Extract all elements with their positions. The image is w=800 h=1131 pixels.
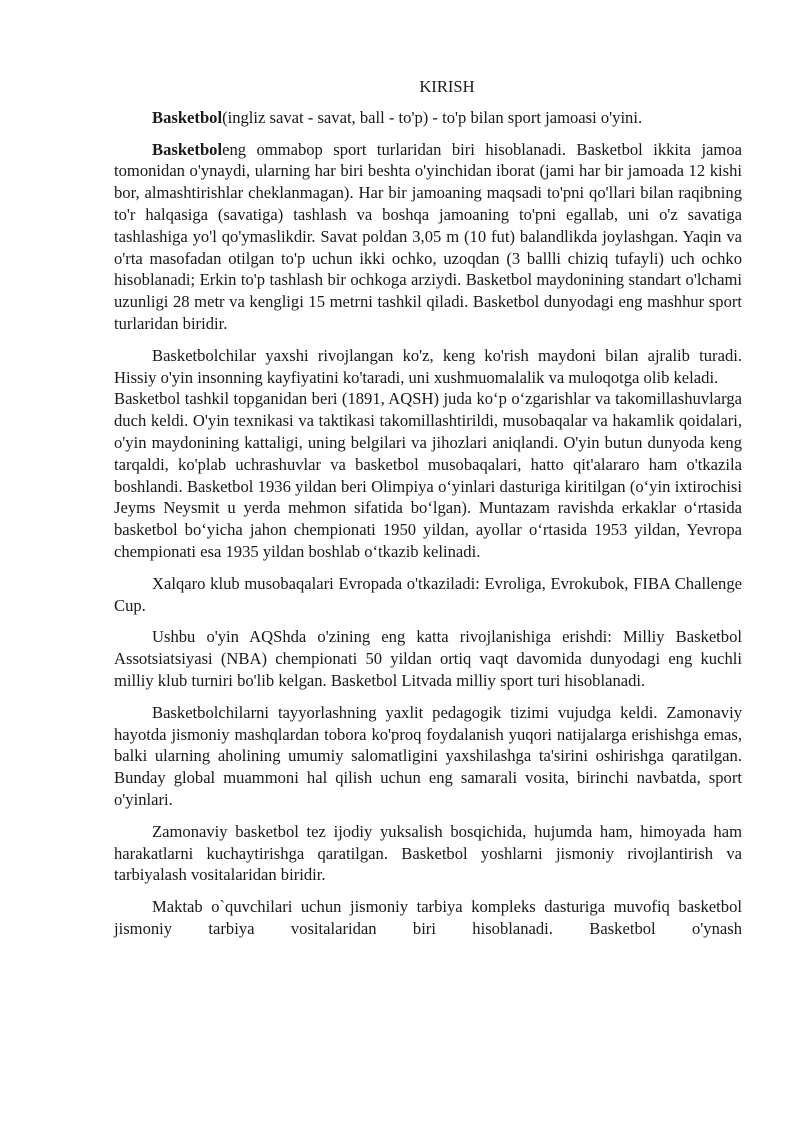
paragraph-history: [114, 345, 742, 563]
term-bold: Basketbol: [152, 139, 223, 159]
paragraph-text: Maktab o`quvchilari uchun jismoniy tarbiya kompleks dasturiga muvofiq basketbol jismoniy tarbiya vositalaridan biri hisoblanadi. Basketbol o'ynash: [114, 897, 742, 938]
paragraph-text-second: Basketbol tashkil topganidan beri (1891, AQSH) juda ko‘p o‘zgarishlar va takomillashuvlarga duch keldi. O'yin texnikasi va taktikasi takomillashtirildi, musobaqalar va hakamlik qoidalari, o'yin maydonining kattaligi, uning belgilari va jihozlari aniqlandi. O'yin butun dunyoda keng tarqaldi, ko'plab uchrashuvlar va basketbol musobaqalari, hatto qit'alararo ham o'tkazila boshlandi. Basketbol 1936 yildan beri Olimpiya o‘yinlari dasturiga kiritilgan (o‘yin ixtirochisi Jeyms Neysmit u yerda mehmon sifatida bo‘lgan). Muntazam ravishda erkaklar o‘rtasida basketbol bo‘yicha jahon chempionati 1950 yildan, ayollar o‘rtasida 1953 yildan, Yevropa chempionati esa 1935 yildan boshlab o‘tkazib kelinadi.: [114, 389, 742, 561]
paragraph-school: [114, 896, 742, 940]
paragraph-text-first: Basketbolchilar yaxshi rivojlangan ko'z, keng ko'rish maydoni bilan ajralib turadi. Hissiy o'yin insonning kayfiyatini ko'taradi, uni xushmuomalalik va muloqotga olib keladi.: [114, 345, 742, 387]
paragraph-modern-basketball: [114, 821, 742, 886]
paragraph-text: eng ommabop sport turlaridan biri hisoblanadi. Basketbol ikkita jamoa tomonidan o'ynaydi, ularning har biri beshta o'yinchidan iborat (jami har bir jamoada 12 kishi bor, almashtirishlar cheklanmagan). Har bir jamoaning maqsadi to'pni qo'llari bilan raqibning to'r halqasiga (savatiga) tashlash va boshqa jamoaning to'pni egallab, uni o'z savatiga tashlashiga yo'l qo'ymaslikdir. Savat poldan 3,05 m (10 fut) balandlikda joylashgan. Yaqin va o'rta masofadan otilgan to'p uchun ikki ochko, uzoqdan (3 ballli chiziq tufayli) uch ochko hisoblanadi; Erkin to'p tashlash bir ochkoga arziydi. Basketbol maydonining standart o'lchami uzunligi 28 metr va kengligi 15 metrni tashkil qiladi. Basketbol dunyodagi eng mashhur sport turlaridan biridir.: [114, 139, 742, 333]
page-title: KIRISH: [419, 77, 475, 96]
paragraph-text: (ingliz savat - savat, ball - to'p) - to'p bilan sport jamoasi o'yini.: [222, 107, 643, 127]
paragraph-text: Xalqaro klub musobaqalari Evropada o'tkaziladi: Evroliga, Evrokubok, FIBA Challenge Cup.: [114, 573, 742, 615]
paragraph-text: Ushbu o'yin AQShda o'zining eng katta rivojlanishiga erishdi: Milliy Basketbol Assotsiatsiyasi (NBA) chempionati 50 yildan ortiq vaqt davomida dunyodagi eng kuchli milliy klub turniri bo'lib kelgan. Basketbol Litvada milliy sport turi hisoblanadi.: [114, 627, 742, 690]
document-page: [114, 76, 742, 950]
paragraph-pedagogy: [114, 702, 742, 811]
paragraph-text: Basketbolchilarni tayyorlashning yaxlit pedagogik tizimi vujudga keldi. Zamonaviy hayotda jismoniy mashqlardan tobora ko'proq foydalanish yuqori natijalarga erishishga emas, balki ularning aholining umumiy salomatligini yaxshilashga ta'sirini oshirishga qaratilgan. Bunday global muammoni hal qilish uchun eng samarali vosita, birinchi navbatda, sport o'yinlari.: [114, 702, 742, 809]
paragraph-nba: [114, 626, 742, 691]
paragraph-club-competitions: [114, 573, 742, 617]
paragraph-definition: [114, 107, 742, 129]
paragraph-text: Zamonaviy basketbol tez ijodiy yuksalish bosqichida, hujumda ham, himoyada ham harakatlarni kuchaytirishga qaratilgan. Basketbol yoshlarni jismoniy rivojlantirish va tarbiyalash vositalaridan biridir.: [114, 821, 742, 885]
term-bold: Basketbol: [152, 107, 223, 127]
paragraph-overview: [114, 139, 742, 335]
